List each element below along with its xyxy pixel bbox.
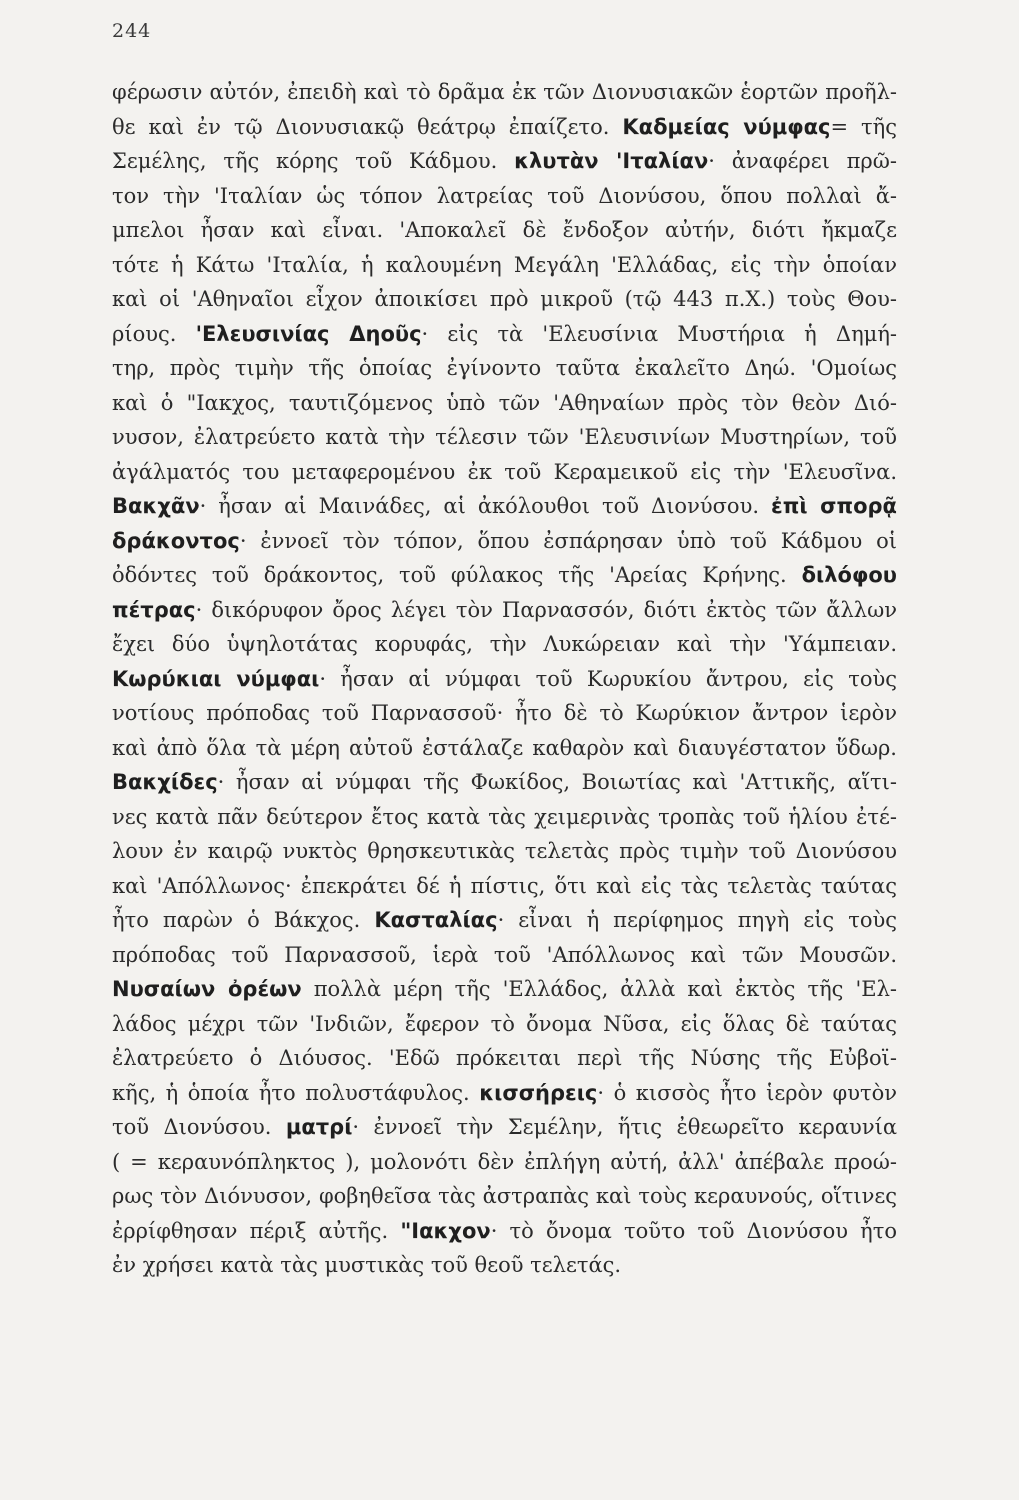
glossary-term: Καδμείας νύμφας [622,114,831,139]
text-segment: ἀγάλματός του μεταφερομένου ἐκ τοῦ Κεραμεικοῦ εἰς τὴν 'Ελευσῖνα. [112,459,897,484]
text-segment: καὶ ἀπὸ ὅλα τὰ μέρη αὐτοῦ ἐστάλαζε καθαρὸν καὶ διαυγέστατον ὕδωρ. [112,735,897,760]
text-line [112,662,897,697]
glossary-term: κλυτὰν 'Ιταλίαν [514,149,709,173]
text-line [112,696,897,731]
text-segment: νυσον, ἐλατρεύετο κατὰ τὴν τέλεσιν τῶν 'Ελευσινίων Μυστηρίων, τοῦ [112,425,897,449]
text-line [112,213,897,248]
text-segment: · ἦσαν αἱ νύμφαι τοῦ Κωρυκίου ἄντρου, εἰς τοὺς [319,666,897,691]
text-line [112,731,897,766]
text-line [112,110,897,145]
text-segment: τότε ἡ Κάτω 'Ιταλία, ἡ καλουμένη Μεγάλη 'Ελλάδας, εἰς τὴν ὁποίαν [112,252,897,277]
glossary-term: ματρί [285,1115,353,1139]
text-line [112,1041,897,1076]
text-segment: ἦτο παρὼν ὁ Βάκχος. [112,908,375,932]
text-line [112,179,897,214]
text-line [112,1248,897,1283]
text-segment: κῆς, ἡ ὁποία ἦτο πολυστάφυλος. [112,1080,480,1105]
text-segment: λουν ἐν καιρῷ νυκτὸς θρησκευτικὰς τελετὰς πρὸς τιμὴν τοῦ Διονύσου [112,839,897,863]
text-line [112,455,897,490]
text-line [112,765,897,800]
text-segment: · δικόρυφον ὄρος λέγει τὸν Παρνασσόν, διότι ἐκτὸς τῶν ἄλλων [195,597,897,622]
text-segment: Σεμέλης, τῆς κόρης τοῦ Κάδμου. [112,149,515,173]
glossary-term: "Ιακχον [400,1218,491,1243]
glossary-term: Βακχᾶν [112,494,200,518]
text-segment: λάδος μέχρι τῶν 'Ινδιῶν, ἔφερον τὸ ὄνομα Νῦσα, εἰς ὅλας δὲ ταύτας [112,1011,897,1036]
text-segment: θε καὶ ἐν τῷ Διονυσιακῷ θεάτρῳ ἐπαίζετο. [112,114,623,139]
text-line [112,282,897,317]
text-line [112,1076,897,1111]
text-line [112,558,897,593]
text-line [112,938,897,973]
glossary-term: Κωρύκιαι νύμφαι [112,666,320,691]
text-segment: ἐλατρεύετο ὁ Διόυσος. 'Εδῶ πρόκειται περὶ τῆς Νύσης τῆς Εὐβοϊ- [112,1046,897,1070]
glossary-term: ἐπὶ σπορᾷ [771,494,897,518]
glossary-term: Κασταλίας [374,908,498,932]
text-segment: ( = κεραυνόπληκτος ), μολονότι δὲν ἐπλήγη αὐτή, ἀλλ' ἀπέβαλε προώ- [112,1149,897,1174]
text-line [112,144,897,179]
text-segment: νοτίους πρόποδας τοῦ Παρνασσοῦ· ἦτο δὲ τὸ Κωρύκιον ἄντρον ἱερὸν [112,701,897,725]
glossary-term: Νυσαίων ὀρέων [112,977,302,1001]
text-line [112,489,897,524]
text-line [112,1145,897,1180]
text-segment: ἐρρίφθησαν πέριξ αὐτῆς. [112,1218,401,1243]
text-segment: πολλὰ μέρη τῆς 'Ελλάδος, ἀλλὰ καὶ ἐκτὸς τῆς 'Ελ- [301,977,897,1001]
text-line [112,1007,897,1042]
glossary-term: Βακχίδες [112,770,218,794]
text-segment: · τὸ ὄνομα τοῦτο τοῦ Διονύσου ἦτο [490,1218,897,1243]
text-segment: φέρωσιν αὐτόν, ἐπειδὴ καὶ τὸ δρᾶμα ἐκ τῶν Διονυσιακῶν ἑορτῶν προῆλ- [112,80,897,104]
text-line [112,1214,897,1249]
glossary-term: δράκοντος [112,528,240,553]
text-segment: ρως τὸν Διόνυσον, φοβηθεῖσα τὰς ἀστραπὰς καὶ τοὺς κεραυνούς, οἵτινες [112,1184,897,1208]
text-segment: · εἶναι ἡ περίφημος πηγὴ εἰς τοὺς [497,908,897,932]
text-segment: · ἐννοεῖ τὴν Σεμέλην, ἥτις ἐθεωρεῖτο κεραυνία [352,1115,897,1139]
text-line [112,800,897,835]
text-line [112,317,897,352]
text-segment: τηρ, πρὸς τιμὴν τῆς ὁποίας ἐγίνοντο ταῦτα ἐκαλεῖτο Δηώ. 'Ομοίως [112,356,897,380]
text-segment: · ἀναφέρει πρῶ- [708,149,897,173]
text-segment: νες κατὰ πᾶν δεύτερον ἔτος κατὰ τὰς χειμερινὰς τροπὰς τοῦ ἡλίου ἐτέ- [112,804,897,829]
text-segment: πρόποδας τοῦ Παρνασσοῦ, ἱερὰ τοῦ 'Απόλλωνος καὶ τῶν Μουσῶν. [112,942,897,967]
text-segment: καὶ 'Απόλλωνος· ἐπεκράτει δέ ἡ πίστις, ὅτι καὶ εἰς τὰς τελετὰς ταύτας [112,873,897,898]
text-segment: ρίους. [112,321,196,346]
text-line [112,75,897,110]
text-segment: · ὁ κισσὸς ἦτο ἱερὸν φυτὸν [597,1080,897,1105]
commentary-text [112,75,897,1283]
text-segment: τοῦ Διονύσου. [112,1115,286,1139]
text-line [112,248,897,283]
text-line [112,972,897,1007]
text-line [112,869,897,904]
text-line [112,1110,897,1145]
text-segment: · εἰς τὰ 'Ελευσίνια Μυστήρια ἡ Δημή- [421,321,897,346]
text-segment: = τῆς [830,114,897,139]
text-segment: καὶ ὁ "Ιακχος, ταυτιζόμενος ὑπὸ τῶν 'Αθηναίων πρὸς τὸν θεὸν Διό- [112,390,897,415]
text-line [112,834,897,869]
glossary-term: πέτρας [112,597,196,622]
text-line [112,903,897,938]
text-line [112,351,897,386]
text-segment: καὶ οἱ 'Αθηναῖοι εἶχον ἀποικίσει πρὸ μικροῦ (τῷ 443 π.Χ.) τοὺς Θου- [112,287,897,311]
page-number: 244 [112,20,152,42]
text-segment: · ἦσαν αἱ Μαινάδες, αἱ ἀκόλουθοι τοῦ Διονύσου. [199,494,772,518]
glossary-term: διλόφου [801,563,897,587]
text-line [112,524,897,559]
text-segment: ὀδόντες τοῦ δράκοντος, τοῦ φύλακος τῆς 'Αρείας Κρήνης. [112,563,802,587]
text-segment: · ἦσαν αἱ νύμφαι τῆς Φωκίδος, Βοιωτίας καὶ 'Αττικῆς, αἵτι- [217,770,897,794]
glossary-term: 'Ελευσινίας Δηοῦς [195,321,422,346]
text-line [112,420,897,455]
text-segment: ἐν χρήσει κατὰ τὰς μυστικὰς τοῦ θεοῦ τελετάς. [112,1253,622,1277]
text-line [112,627,897,662]
text-line [112,1179,897,1214]
text-segment: ἔχει δύο ὑψηλοτάτας κορυφάς, τὴν Λυκώρειαν καὶ τὴν 'Υάμπειαν. [112,632,897,656]
text-segment: μπελοι ἦσαν καὶ εἶναι. 'Αποκαλεῖ δὲ ἔνδοξον αὐτήν, διότι ἤκμαζε [112,218,897,242]
text-line [112,386,897,421]
glossary-term: κισσήρεις [479,1080,598,1105]
text-segment: · ἐννοεῖ τὸν τόπον, ὅπου ἐσπάρησαν ὑπὸ τοῦ Κάδμου οἱ [239,528,897,553]
text-line [112,593,897,628]
text-segment: τον τὴν 'Ιταλίαν ὡς τόπον λατρείας τοῦ Διονύσου, ὅπου πολλαὶ ἄ- [112,183,897,208]
